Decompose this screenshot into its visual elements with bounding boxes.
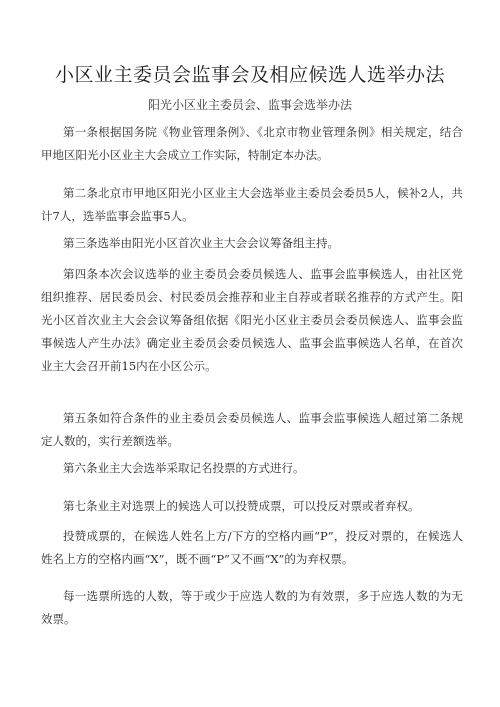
- article-2-paragraph: 第二条北京市甲地区阳光小区业主大会选举业主委员会委员5人，候补2人，共计7人，选举监事会监事5人。: [41, 186, 463, 223]
- article-4-paragraph: 第四条本次会议选举的业主委员会委员候选人、监事会监事候选人，由社区党组织推荐、居民委员会、村民委员会推荐和业主自荐或者联名推荐的方式产生。阳光小区首次业主大会会议筹备组依据《阳光小区业主委员会委员候选人、监事会监事候选人产生办法》确定业主委员会委员候选人、监事会监事候选人名单，在首次业主大会召开前15内在小区公示。: [41, 267, 463, 373]
- voting-marks-paragraph: 投赞成票的，在候选人姓名上方/下方的空格内画“P”，投反对票的，在候选人姓名上方的空格内画“X”，既不画“P”又不画“X”的为弃权票。: [41, 529, 463, 566]
- article-3-paragraph: 第三条选举由阳光小区首次业主大会会议筹备组主持。: [63, 236, 339, 250]
- document-subtitle: 阳光小区业主委员会、监事会选举办法: [147, 98, 352, 112]
- article-6-paragraph: 第六条业主大会选举采取记名投票的方式进行。: [63, 461, 305, 475]
- document-title: 小区业主委员会监事会及相应候选人选举办法: [54, 64, 445, 86]
- article-1-paragraph: 第一条根据国务院《物业管理条例》、《北京市物业管理条例》相关规定，结合甲地区阳光小区业主大会成立工作实际，特制定本办法。: [41, 125, 463, 162]
- article-5-paragraph: 第五条如符合条件的业主委员会委员候选人、监事会监事候选人超过第二条规定人数的，实行差额选举。: [41, 411, 463, 448]
- article-7-paragraph: 第七条业主对选票上的候选人可以投赞成票，可以投反对票或者弃权。: [63, 499, 420, 513]
- ballot-validity-paragraph: 每一选票所选的人数，等于或少于应选人数的为有效票，多于应选人数的为无效票。: [41, 589, 463, 626]
